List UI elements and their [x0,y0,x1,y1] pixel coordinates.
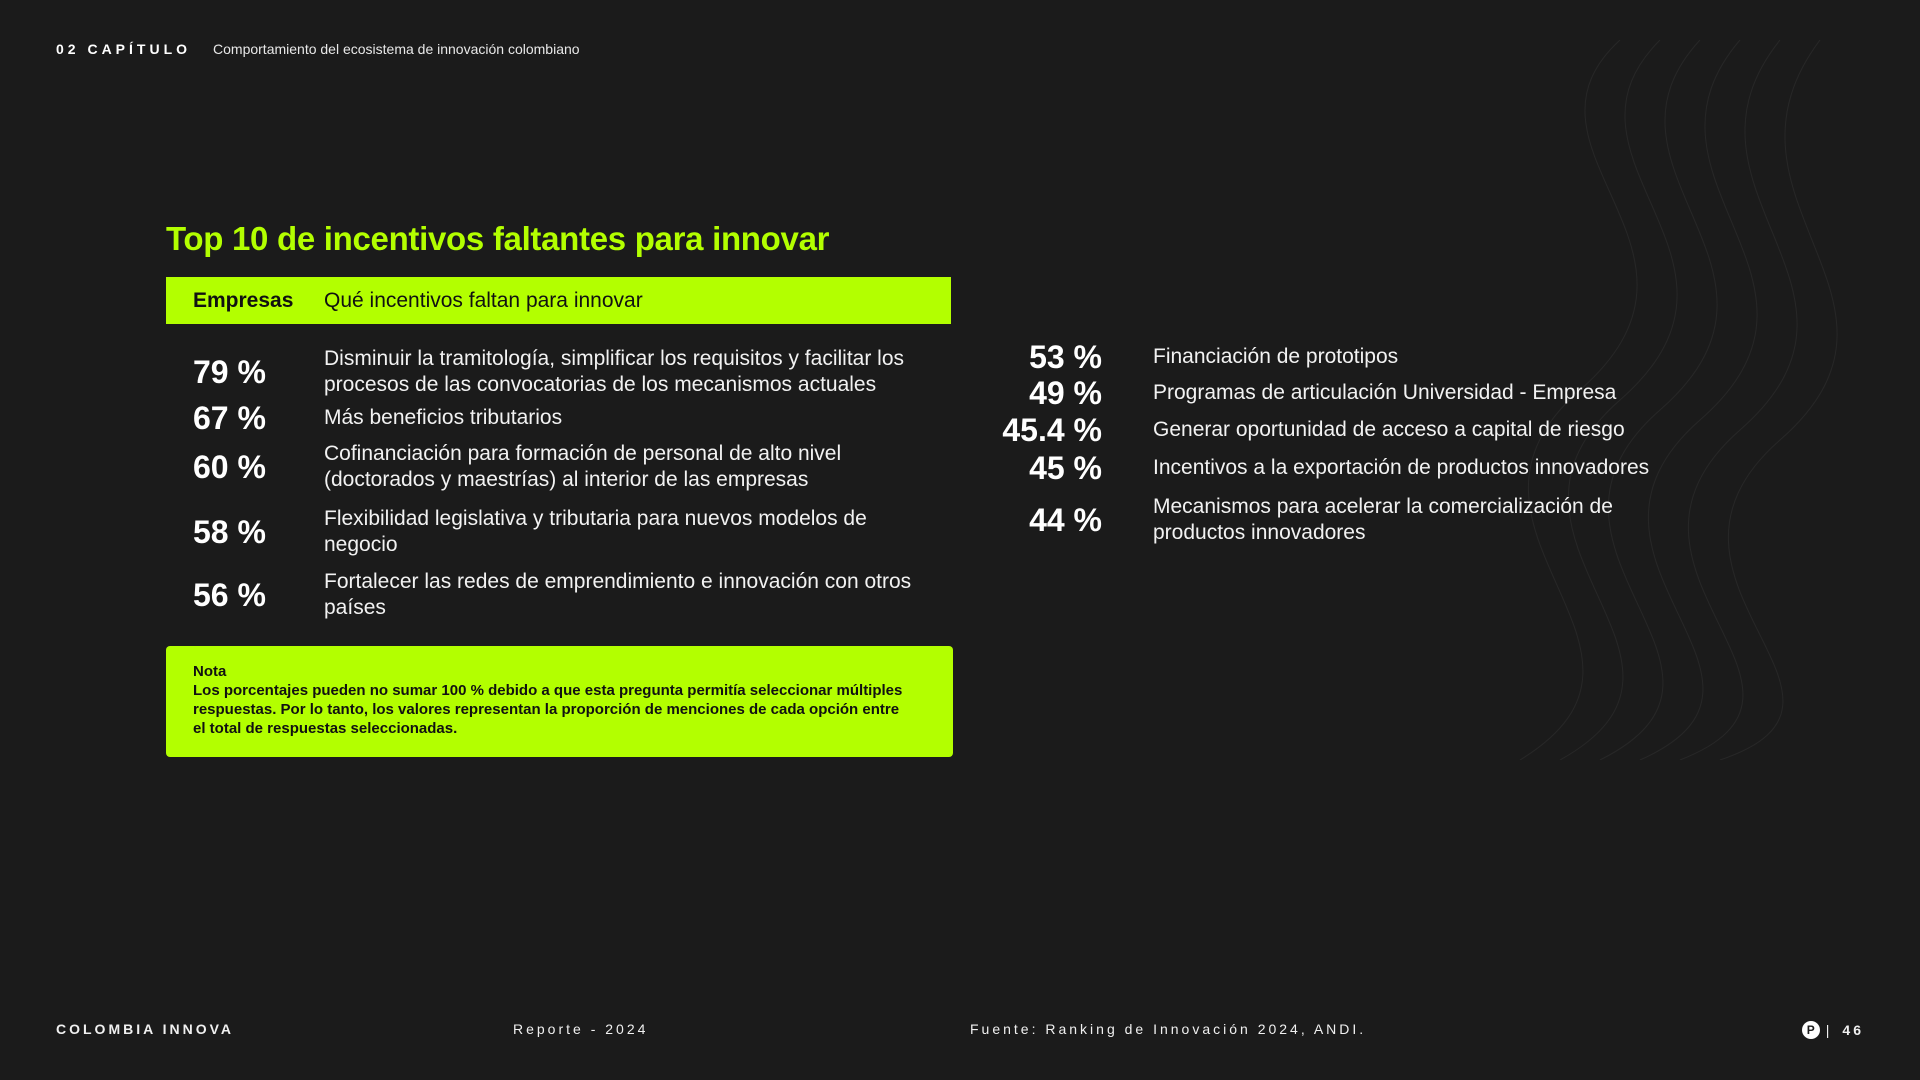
table-header-empresas: Empresas [193,288,294,312]
item-text: Financiación de prototipos [1153,345,1399,368]
footer-source: Fuente: Ranking de Innovación 2024, ANDI. [970,1021,1367,1037]
note-title: Nota [193,663,227,680]
item-percentage: 53 % [1029,338,1102,375]
chapter-header [56,41,580,57]
list-item [166,567,951,623]
list-item [990,338,1710,375]
list-item [166,344,951,400]
table-header-question: Qué incentivos faltan para innovar [324,288,643,312]
list-item [990,492,1710,548]
item-percentage: 44 % [1029,501,1102,538]
item-percentage: 58 % [193,513,266,550]
item-percentage: 79 % [193,353,266,390]
item-percentage: 45.4 % [1002,411,1102,448]
footer-separator: | [1825,1022,1831,1038]
list-item [990,449,1710,486]
chapter-subtitle: Comportamiento del ecosistema de innovación colombiano [213,41,580,57]
item-percentage: 60 % [193,448,266,485]
list-item [166,439,951,495]
item-text: Flexibilidad legislativa y tributaria para nuevos modelos de negocio [324,507,867,556]
brand-logo-icon: P [1802,1021,1820,1039]
list-item [166,504,951,560]
footer-pagination [1802,1021,1864,1039]
note-body: Los porcentajes pueden no sumar 100 % debido a que esta pregunta permitía seleccionar múltiples respuestas. Por lo tanto, los valores representan la proporción de menciones de cada opción entre el total de respuestas seleccionadas. [193,682,903,737]
chapter-label: 02 CAPÍTULO [56,41,192,57]
item-text: Más beneficios tributarios [324,406,563,429]
page-title: Top 10 de incentivos faltantes para innovar [166,220,830,257]
item-percentage: 45 % [1029,449,1102,486]
table-header-bar [166,277,951,324]
page-number: 46 [1842,1022,1864,1038]
item-text: Generar oportunidad de acceso a capital de riesgo [1153,418,1625,441]
footer-brand: COLOMBIA INNOVA [56,1021,234,1037]
item-text: Cofinanciación para formación de personal de alto nivel (doctorados y maestrías) al interior de las empresas [324,442,842,491]
item-percentage: 56 % [193,576,266,613]
footer-report: Reporte - 2024 [513,1021,649,1037]
item-percentage: 49 % [1029,374,1102,411]
item-text: Disminuir la tramitología, simplificar los requisitos y facilitar los procesos de las convocatorias de los mecanismos actuales [324,347,905,396]
list-item [166,399,951,436]
item-text: Fortalecer las redes de emprendimiento e innovación con otros países [324,570,912,619]
item-percentage: 67 % [193,399,266,436]
note-box [166,646,953,757]
item-text: Mecanismos para acelerar la comercialización de productos innovadores [1153,495,1613,544]
item-text: Incentivos a la exportación de productos innovadores [1153,456,1650,479]
list-item [990,411,1710,448]
item-text: Programas de articulación Universidad - Empresa [1153,381,1617,404]
list-item [990,374,1710,411]
